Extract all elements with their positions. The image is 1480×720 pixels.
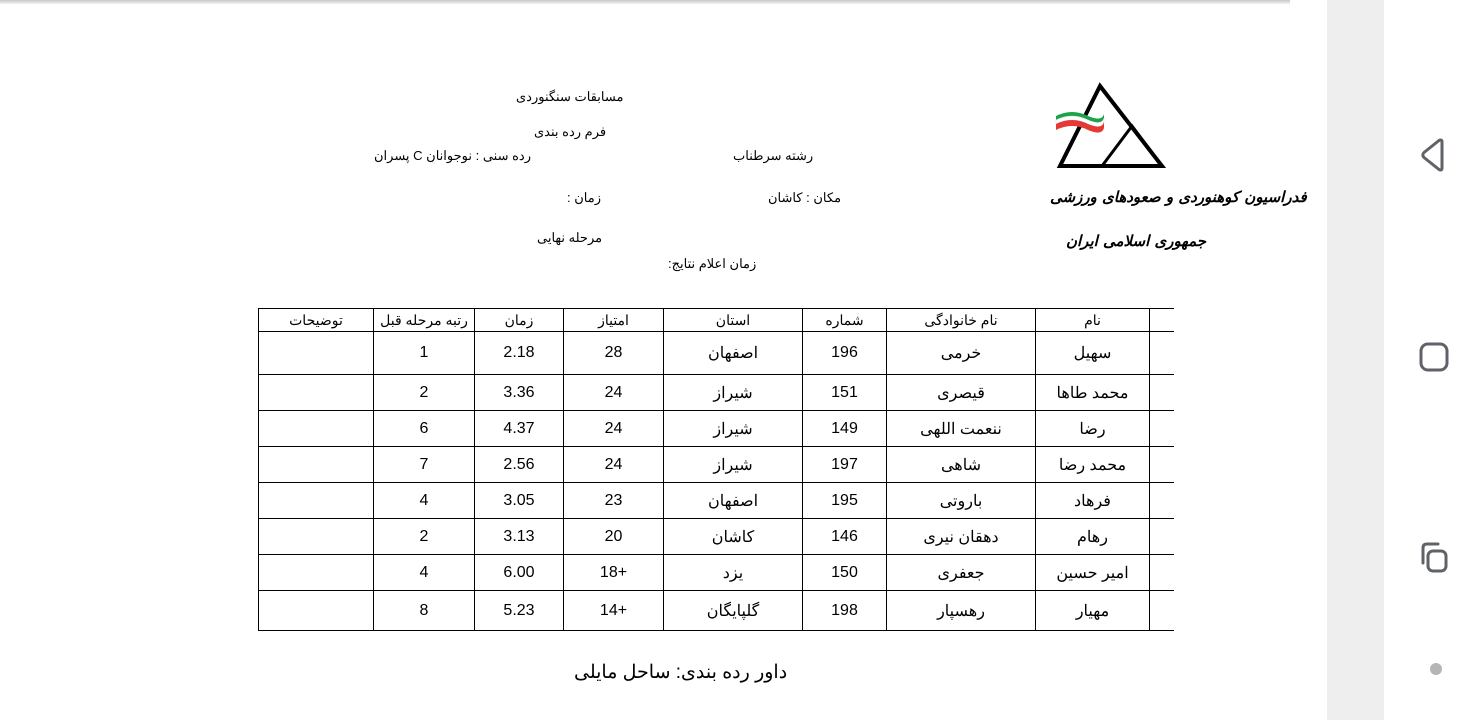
- cell-province: شیراز: [664, 375, 803, 411]
- cell-score: 24: [564, 411, 664, 447]
- col-rank-cut: [1150, 309, 1175, 332]
- cell-time: 3.36: [475, 375, 564, 411]
- logo-line-2: جمهوری اسلامی ایران: [1066, 232, 1207, 250]
- cell-score: 28: [564, 332, 664, 375]
- cell-surname: خرمی: [887, 332, 1036, 375]
- col-prev-rank: رتبه مرحله قبل: [374, 309, 475, 332]
- cell-rank-cut: [1150, 483, 1175, 519]
- table-row: [259, 411, 1175, 447]
- cell-notes: [259, 591, 374, 631]
- federation-logo: [1050, 82, 1307, 262]
- top-edge-shadow: [0, 0, 1290, 4]
- home-icon[interactable]: [1416, 339, 1452, 375]
- table-row: [259, 519, 1175, 555]
- cell-province: یزد: [664, 555, 803, 591]
- referee-signature-line: داور رده بندی: ساحل مایلی: [574, 662, 788, 683]
- col-number: شماره: [803, 309, 887, 332]
- col-score: امتیاز: [564, 309, 664, 332]
- cell-number: 149: [803, 411, 887, 447]
- table-header-row: [259, 309, 1175, 332]
- nav-indicator-dot: [1430, 663, 1442, 675]
- cell-notes: [259, 519, 374, 555]
- stage: مرحله نهایی: [537, 230, 603, 245]
- cell-name: امیر حسین: [1036, 555, 1150, 591]
- cell-name: رهام: [1036, 519, 1150, 555]
- cell-province: شیراز: [664, 447, 803, 483]
- cell-rank-cut: [1150, 555, 1175, 591]
- cell-province: اصفهان: [664, 483, 803, 519]
- cell-name: رضا: [1036, 411, 1150, 447]
- cell-province: گلپایگان: [664, 591, 803, 631]
- place: مکان : کاشان: [768, 190, 842, 205]
- cell-name: محمد رضا: [1036, 447, 1150, 483]
- table-row: [259, 375, 1175, 411]
- cell-rank-cut: [1150, 375, 1175, 411]
- cell-time: 2.18: [475, 332, 564, 375]
- cell-time: 3.05: [475, 483, 564, 519]
- cell-number: 150: [803, 555, 887, 591]
- cell-prev-rank: 8: [374, 591, 475, 631]
- results-table: [258, 308, 1174, 631]
- recents-icon[interactable]: [1416, 539, 1452, 575]
- col-province: استان: [664, 309, 803, 332]
- table-row: [259, 483, 1175, 519]
- cell-prev-rank: 4: [374, 483, 475, 519]
- cell-notes: [259, 555, 374, 591]
- cell-prev-rank: 2: [374, 375, 475, 411]
- cell-notes: [259, 483, 374, 519]
- cell-score: 24: [564, 375, 664, 411]
- cell-number: 151: [803, 375, 887, 411]
- col-time: زمان: [475, 309, 564, 332]
- cell-number: 198: [803, 591, 887, 631]
- results-time: زمان اعلام نتایج:: [668, 256, 757, 271]
- cell-prev-rank: 1: [374, 332, 475, 375]
- cell-prev-rank: 7: [374, 447, 475, 483]
- table-row: [259, 555, 1175, 591]
- cell-name: مهیار: [1036, 591, 1150, 631]
- cell-notes: [259, 447, 374, 483]
- cell-score: +18: [564, 555, 664, 591]
- cell-score: 20: [564, 519, 664, 555]
- cell-number: 195: [803, 483, 887, 519]
- cell-time: 3.13: [475, 519, 564, 555]
- back-icon[interactable]: [1416, 137, 1452, 173]
- cell-time: 5.23: [475, 591, 564, 631]
- cell-surname: دهقان نیری: [887, 519, 1036, 555]
- cell-province: اصفهان: [664, 332, 803, 375]
- cell-province: شیراز: [664, 411, 803, 447]
- cell-score: 23: [564, 483, 664, 519]
- cell-surname: جعفری: [887, 555, 1036, 591]
- cell-number: 197: [803, 447, 887, 483]
- logo-line-1: فدراسیون کوهنوردی و صعودهای ورزشی: [1050, 188, 1307, 206]
- form-title: فرم رده بندی: [534, 124, 607, 139]
- cell-name: محمد طاها: [1036, 375, 1150, 411]
- table-row: [259, 591, 1175, 631]
- cell-name: فرهاد: [1036, 483, 1150, 519]
- cell-notes: [259, 332, 374, 375]
- age-group: رده سنی : نوجوانان C پسران: [374, 148, 531, 163]
- cell-score: 24: [564, 447, 664, 483]
- table-row: [259, 447, 1175, 483]
- page-gutter: [1327, 0, 1384, 720]
- cell-rank-cut: [1150, 591, 1175, 631]
- cell-province: کاشان: [664, 519, 803, 555]
- col-notes: توضیحات: [259, 309, 374, 332]
- cell-prev-rank: 4: [374, 555, 475, 591]
- cell-surname: ننعمت اللهی: [887, 411, 1036, 447]
- cell-prev-rank: 6: [374, 411, 475, 447]
- table-row: [259, 332, 1175, 375]
- cell-rank-cut: [1150, 411, 1175, 447]
- cell-rank-cut: [1150, 332, 1175, 375]
- competition-title: مسابقات سنگنوردی: [516, 89, 624, 104]
- cell-prev-rank: 2: [374, 519, 475, 555]
- discipline: رشته سرطناب: [733, 148, 814, 163]
- cell-rank-cut: [1150, 519, 1175, 555]
- cell-surname: شاهی: [887, 447, 1036, 483]
- cell-number: 146: [803, 519, 887, 555]
- cell-rank-cut: [1150, 447, 1175, 483]
- cell-number: 196: [803, 332, 887, 375]
- cell-time: 4.37: [475, 411, 564, 447]
- cell-time: 2.56: [475, 447, 564, 483]
- cell-score: +14: [564, 591, 664, 631]
- cell-surname: باروتی: [887, 483, 1036, 519]
- mountain-flag-icon: [1052, 82, 1178, 172]
- col-surname: نام خانوادگی: [887, 309, 1036, 332]
- cell-notes: [259, 375, 374, 411]
- cell-surname: رهسپار: [887, 591, 1036, 631]
- cell-time: 6.00: [475, 555, 564, 591]
- time-label: زمان :: [567, 190, 601, 205]
- cell-notes: [259, 411, 374, 447]
- col-name: نام: [1036, 309, 1150, 332]
- cell-name: سهیل: [1036, 332, 1150, 375]
- cell-surname: قیصری: [887, 375, 1036, 411]
